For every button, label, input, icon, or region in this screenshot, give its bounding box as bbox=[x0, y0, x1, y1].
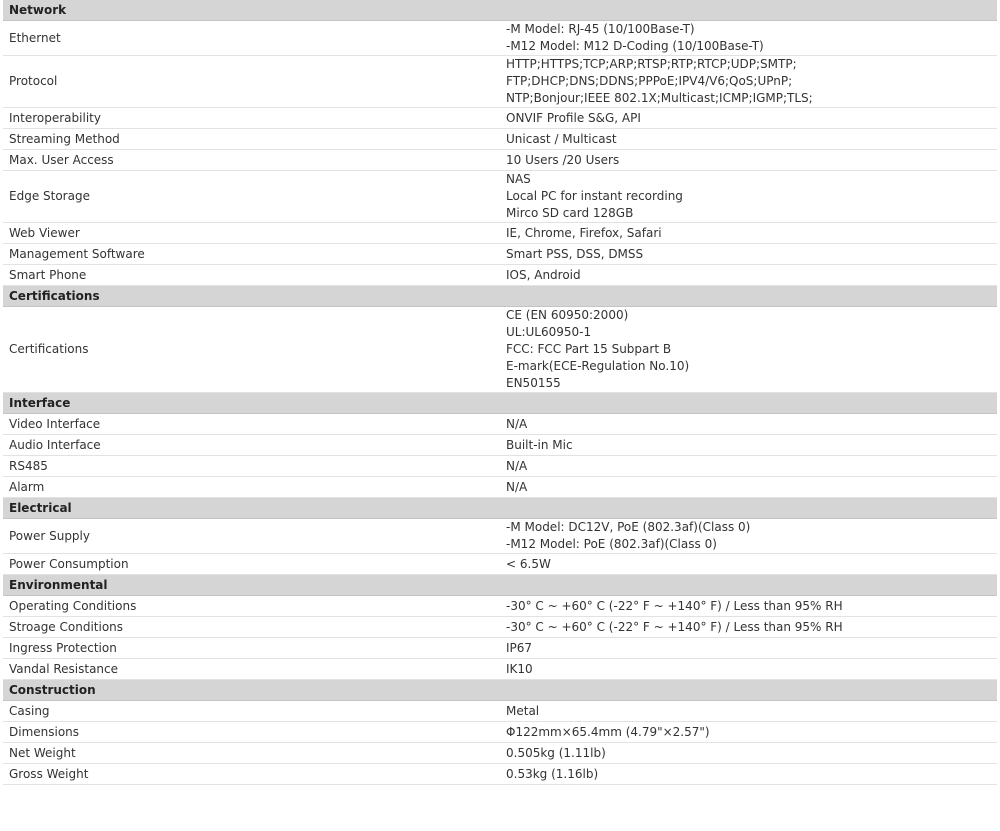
spec-label: RS485 bbox=[3, 456, 500, 477]
spec-label: Management Software bbox=[3, 244, 500, 265]
section-title: Construction bbox=[3, 680, 997, 701]
spec-value bbox=[500, 659, 997, 680]
spec-label: Casing bbox=[3, 701, 500, 722]
table-row bbox=[3, 265, 997, 286]
spec-label: Audio Interface bbox=[3, 435, 500, 456]
table-row bbox=[3, 617, 997, 638]
table-row bbox=[3, 477, 997, 498]
table-row bbox=[3, 596, 997, 617]
section-title: Certifications bbox=[3, 286, 997, 307]
section-header-network bbox=[3, 0, 997, 21]
spec-value bbox=[500, 764, 997, 785]
spec-label: Power Consumption bbox=[3, 554, 500, 575]
spec-value-line: -M Model: DC12V, PoE (802.3af)(Class 0) bbox=[506, 520, 751, 534]
spec-value-line: Mirco SD card 128GB bbox=[506, 206, 634, 220]
spec-value bbox=[500, 129, 997, 150]
spec-value bbox=[500, 477, 997, 498]
spec-label: Dimensions bbox=[3, 722, 500, 743]
spec-value bbox=[500, 638, 997, 659]
section-title: Interface bbox=[3, 393, 997, 414]
spec-value bbox=[500, 722, 997, 743]
table-row bbox=[3, 456, 997, 477]
table-row bbox=[3, 171, 997, 223]
spec-value-line: N/A bbox=[506, 458, 528, 473]
spec-label: Stroage Conditions bbox=[3, 617, 500, 638]
spec-label: Operating Conditions bbox=[3, 596, 500, 617]
spec-value-line: FCC: FCC Part 15 Subpart B bbox=[506, 342, 672, 356]
spec-value bbox=[500, 265, 997, 286]
spec-value bbox=[500, 617, 997, 638]
table-row bbox=[3, 722, 997, 743]
spec-value bbox=[500, 108, 997, 129]
spec-value bbox=[500, 435, 997, 456]
table-row bbox=[3, 223, 997, 244]
table-row bbox=[3, 21, 997, 56]
spec-label: Ingress Protection bbox=[3, 638, 500, 659]
spec-value bbox=[500, 150, 997, 171]
spec-value-line: 0.53kg (1.16lb) bbox=[506, 766, 599, 781]
section-header-interface bbox=[3, 393, 997, 414]
spec-value bbox=[500, 171, 997, 223]
table-row bbox=[3, 554, 997, 575]
spec-value-line: IOS, Android bbox=[506, 267, 581, 282]
spec-value-line: N/A bbox=[506, 416, 528, 431]
spec-value-line: Unicast / Multicast bbox=[506, 131, 617, 146]
spec-table-body bbox=[3, 0, 997, 785]
table-row bbox=[3, 659, 997, 680]
section-header-environmental bbox=[3, 575, 997, 596]
spec-value-line: UL:UL60950-1 bbox=[506, 325, 592, 339]
table-row bbox=[3, 764, 997, 785]
spec-value-line: NTP;Bonjour;IEEE 802.1X;Multicast;ICMP;IGMP;TLS; bbox=[506, 91, 813, 105]
section-header-construction bbox=[3, 680, 997, 701]
table-row bbox=[3, 701, 997, 722]
spec-value-line: < 6.5W bbox=[506, 556, 551, 571]
spec-value-line: Smart PSS, DSS, DMSS bbox=[506, 246, 644, 261]
spec-label: Web Viewer bbox=[3, 223, 500, 244]
spec-value-line: Φ122mm×65.4mm (4.79"×2.57") bbox=[506, 724, 710, 739]
spec-label: Ethernet bbox=[3, 21, 500, 56]
spec-value bbox=[500, 414, 997, 435]
spec-value-line: -30° C ~ +60° C (-22° F ~ +140° F) / Less than 95% RH bbox=[506, 598, 843, 613]
spec-value-line: N/A bbox=[506, 479, 528, 494]
spec-value-line: -M12 Model: PoE (802.3af)(Class 0) bbox=[506, 537, 717, 551]
spec-label: Max. User Access bbox=[3, 150, 500, 171]
spec-value bbox=[500, 223, 997, 244]
spec-value-line: E-mark(ECE-Regulation No.10) bbox=[506, 359, 690, 373]
spec-label: Interoperability bbox=[3, 108, 500, 129]
section-title: Environmental bbox=[3, 575, 997, 596]
spec-value-line: ONVIF Profile S&G, API bbox=[506, 110, 641, 125]
spec-value-line: -M12 Model: M12 D-Coding (10/100Base-T) bbox=[506, 39, 764, 53]
spec-value-line: 10 Users /20 Users bbox=[506, 152, 620, 167]
table-row bbox=[3, 129, 997, 150]
spec-value-line: EN50155 bbox=[506, 376, 561, 390]
spec-value bbox=[500, 701, 997, 722]
spec-value-line: Built-in Mic bbox=[506, 437, 573, 452]
table-row bbox=[3, 743, 997, 764]
spec-label: Certifications bbox=[3, 307, 500, 393]
spec-value-line: FTP;DHCP;DNS;DDNS;PPPoE;IPV4/V6;QoS;UPnP; bbox=[506, 74, 793, 88]
spec-label: Streaming Method bbox=[3, 129, 500, 150]
spec-value-line: IP67 bbox=[506, 640, 533, 655]
section-header-certifications bbox=[3, 286, 997, 307]
spec-value-line: 0.505kg (1.11lb) bbox=[506, 745, 606, 760]
spec-label: Vandal Resistance bbox=[3, 659, 500, 680]
table-row bbox=[3, 56, 997, 108]
spec-label: Gross Weight bbox=[3, 764, 500, 785]
spec-value bbox=[500, 456, 997, 477]
spec-value bbox=[500, 743, 997, 764]
spec-label: Smart Phone bbox=[3, 265, 500, 286]
spec-value bbox=[500, 244, 997, 265]
spec-value bbox=[500, 596, 997, 617]
table-row bbox=[3, 638, 997, 659]
spec-label: Edge Storage bbox=[3, 171, 500, 223]
spec-value-line: IK10 bbox=[506, 661, 533, 676]
table-row bbox=[3, 108, 997, 129]
spec-label: Video Interface bbox=[3, 414, 500, 435]
section-title: Network bbox=[3, 0, 997, 21]
spec-value-line: NAS bbox=[506, 172, 531, 186]
spec-value bbox=[500, 307, 997, 393]
spec-value-line: -30° C ~ +60° C (-22° F ~ +140° F) / Less than 95% RH bbox=[506, 619, 843, 634]
table-row bbox=[3, 150, 997, 171]
spec-value-line: Metal bbox=[506, 703, 540, 718]
table-row bbox=[3, 435, 997, 456]
spec-value-line: CE (EN 60950:2000) bbox=[506, 308, 629, 322]
spec-label: Power Supply bbox=[3, 519, 500, 554]
spec-value bbox=[500, 519, 997, 554]
table-row bbox=[3, 519, 997, 554]
spec-value-line: IE, Chrome, Firefox, Safari bbox=[506, 225, 662, 240]
spec-label: Alarm bbox=[3, 477, 500, 498]
spec-value-line: HTTP;HTTPS;TCP;ARP;RTSP;RTP;RTCP;UDP;SMTP; bbox=[506, 57, 797, 71]
spec-table bbox=[3, 0, 997, 785]
spec-value-line: -M Model: RJ-45 (10/100Base-T) bbox=[506, 22, 695, 36]
table-row bbox=[3, 244, 997, 265]
spec-label: Protocol bbox=[3, 56, 500, 108]
spec-value bbox=[500, 56, 997, 108]
spec-value bbox=[500, 554, 997, 575]
table-row bbox=[3, 414, 997, 435]
section-header-electrical bbox=[3, 498, 997, 519]
section-title: Electrical bbox=[3, 498, 997, 519]
spec-value-line: Local PC for instant recording bbox=[506, 189, 683, 203]
table-row bbox=[3, 307, 997, 393]
spec-label: Net Weight bbox=[3, 743, 500, 764]
spec-value bbox=[500, 21, 997, 56]
